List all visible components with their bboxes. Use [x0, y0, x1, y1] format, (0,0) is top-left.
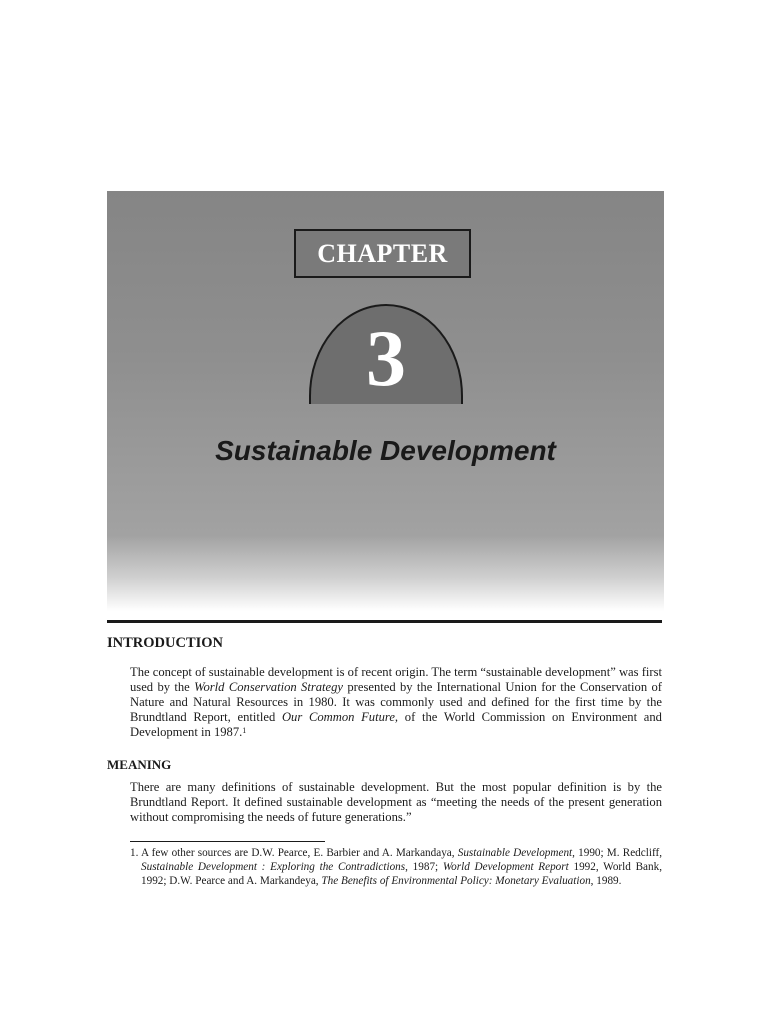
footnote-text-2: , 1990; M. Redcliff, [572, 847, 662, 859]
intro-text-3: of the World Commission on Environment and Development in 1987. [130, 710, 662, 739]
footnote-text-5: , 1989. [590, 875, 622, 887]
footnote-emphasis-1: Sustainable Development [457, 847, 573, 859]
chapter-label: CHAPTER [317, 238, 448, 268]
introduction-paragraph [130, 665, 662, 740]
intro-text-1: The concept of sustainable development is of recent origin. The term “sustainable development” was first used by the [130, 665, 662, 694]
footnote-text-4: 1992, World Bank, 1992; D.W. Pearce and A. Markandeya, [141, 861, 662, 887]
footnote-text-3: , 1987; [405, 861, 443, 873]
chapter-label-box [294, 229, 471, 278]
footnote-emphasis-2: Sustainable Development : Exploring the Contradictions [141, 861, 406, 873]
chapter-number: 3 [366, 315, 406, 403]
footnote-reference: 1 [242, 726, 247, 735]
footnote-text-1: 1. A few other sources are D.W. Pearce, E. Barbier and A. Markandaya, [130, 847, 458, 859]
footnote [130, 846, 662, 888]
intro-emphasis-2: Our Common Future, [281, 710, 399, 724]
footnote-emphasis-3: World Development Report [442, 861, 569, 873]
footnote-divider [130, 841, 325, 842]
meaning-paragraph: There are many definitions of sustainable development. But the most popular definition is by the Brundtland Report. It defined sustainable development as “meeting the needs of the present generation without compromising the needs of future generations.” [130, 780, 662, 824]
chapter-title: Sustainable Development [215, 435, 556, 466]
meaning-heading: MEANING [107, 757, 172, 772]
chapter-banner [107, 191, 664, 611]
chapter-number-badge [309, 304, 463, 404]
intro-text-2: presented by the International Union for the Conservation of Nature and Natural Resources in 1980. It was commonly used and defined for the first time by the Brundtland Report, entitled [130, 680, 662, 724]
footnote-emphasis-4: The Benefits of Environmental Policy: Monetary Evaluation [321, 875, 591, 887]
introduction-heading: INTRODUCTION [107, 635, 224, 651]
section-divider [107, 620, 662, 623]
intro-emphasis-1: World Conservation Strategy [194, 680, 344, 694]
